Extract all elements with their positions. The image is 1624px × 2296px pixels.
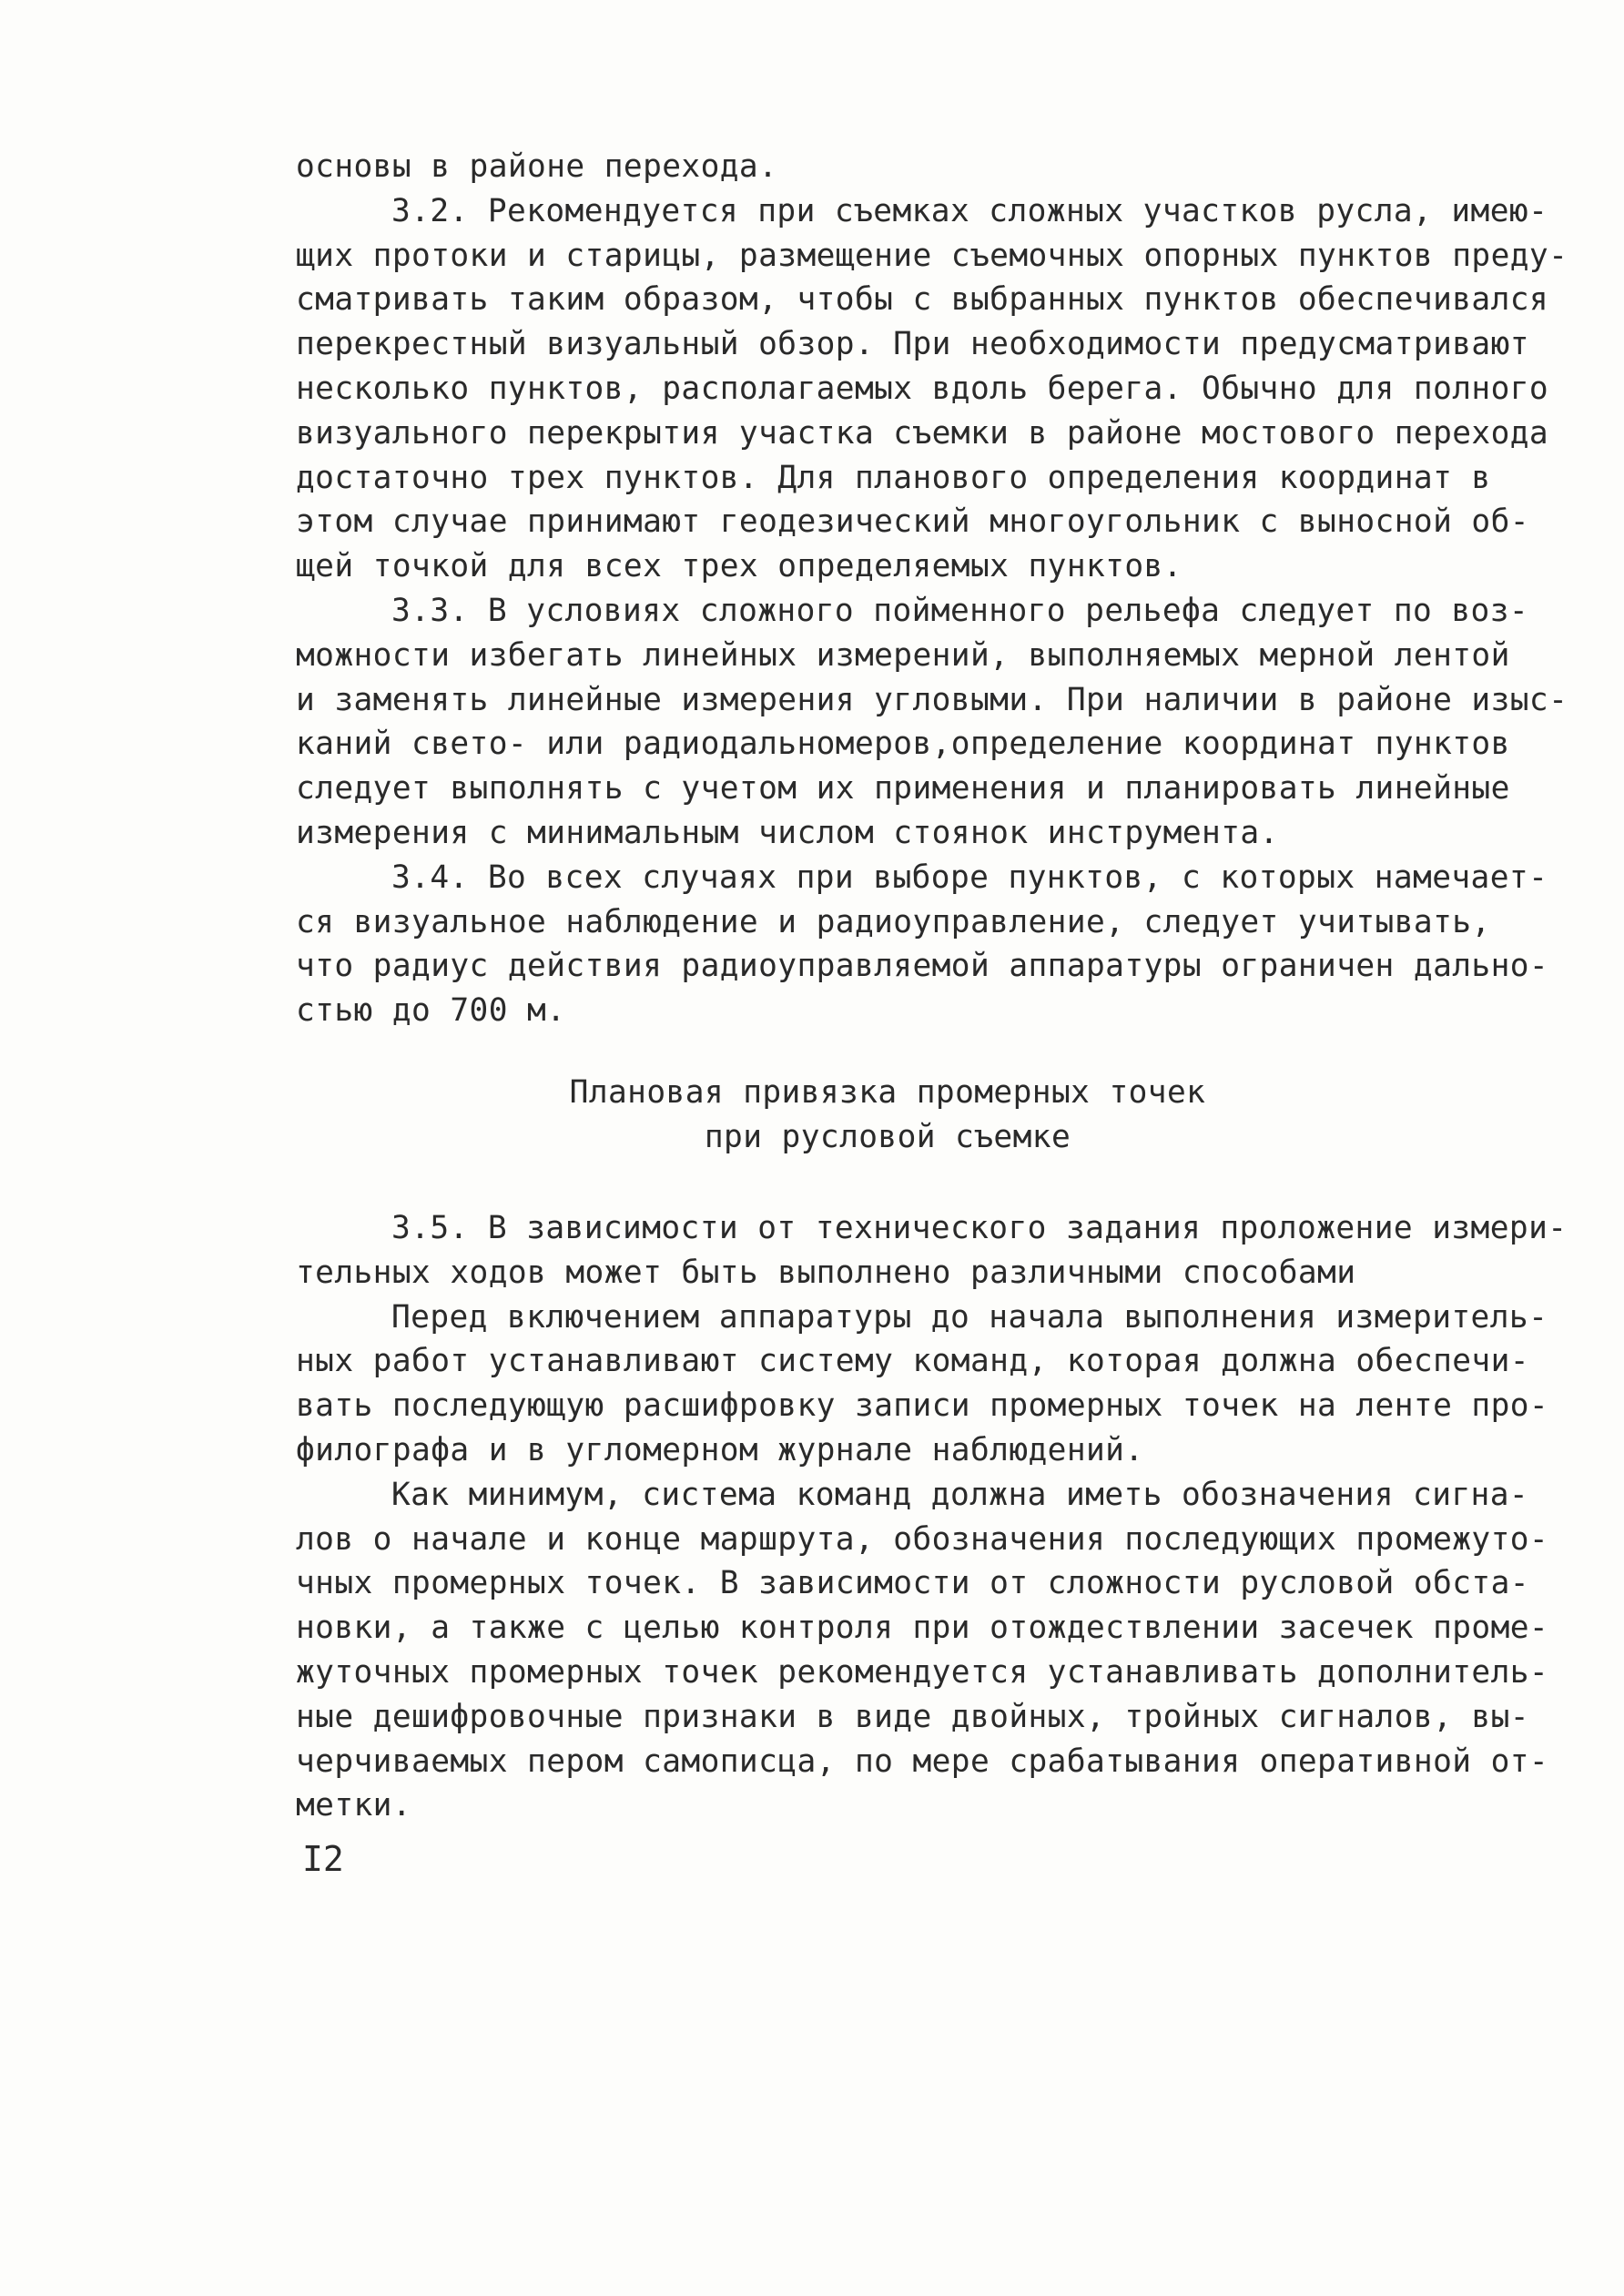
paragraph-3-2-start: 3.2. Рекомендуется при съемках сложных участков русла, имею-	[391, 192, 1548, 229]
text-line: несколько пунктов, располагаемых вдоль берега. Обычно для полного	[296, 370, 1549, 407]
text-line: ся визуальное наблюдение и радиоуправление, следует учитывать,	[296, 903, 1491, 940]
text-line: сматривать таким образом, чтобы с выбранных пунктов обеспечивался	[296, 281, 1549, 319]
paragraph-start: Как минимум, система команд должна иметь обозначения сигна-	[391, 1476, 1529, 1513]
text-line: что радиус действия радиоуправляемой аппаратуры ограничен дально-	[296, 948, 1549, 985]
paragraph-3-3-start: 3.3. В условиях сложного пойменного рельефа следует по воз-	[391, 592, 1529, 629]
text-line: лов о началe и конце маршрута, обозначения последующих промежуто-	[296, 1520, 1549, 1558]
text-line: основы в районе перехода.	[296, 148, 778, 185]
paragraph-3-4-start: 3.4. Во всех случаях при выборе пунктов, с которых намечает-	[391, 858, 1548, 896]
body-section-1	[296, 145, 1568, 1033]
page-number: I2	[302, 1839, 344, 1879]
text-line: стью до 700 м.	[296, 992, 566, 1030]
text-line: перекрестный визуальный обзор. При необходимости предусматривают	[296, 326, 1529, 363]
text-line: тельных ходов может быть выполнено различными способами	[296, 1254, 1356, 1291]
text-line: щей точкой для всех трех определяемых пунктов.	[296, 548, 1182, 585]
text-line: щих протоки и старицы, размещение съемочных опорных пунктов преду-	[296, 237, 1568, 274]
section-heading	[296, 1071, 1479, 1160]
text-line: визуального перекрытия участка съемки в районе мостового перехода	[296, 414, 1549, 452]
text-line: вать последующую расшифровку записи промерных точек на ленте про-	[296, 1387, 1549, 1425]
text-line: ные дешифровочные признаки в виде двойных, тройных сигналов, вы-	[296, 1698, 1529, 1735]
text-line: ных работ устанавливают систему команд, которая должна обеспечи-	[296, 1343, 1529, 1380]
section-heading-line-1: Плановая привязка промерных точек	[569, 1074, 1206, 1111]
text-line: достаточно трех пунктов. Для планового определения координат в	[296, 459, 1491, 496]
text-line: жуточных промерных точек рекомендуется устанавливать дополнитель-	[296, 1653, 1549, 1691]
section-heading-line-2: при русловой съемке	[704, 1118, 1071, 1155]
text-line: измерения с минимальным числом стоянок инструмента.	[296, 814, 1279, 851]
text-line: метки.	[296, 1787, 412, 1824]
text-line: этом случае принимают геодезический многоугольник с выносной об-	[296, 503, 1529, 541]
text-line: черчиваемых пером самописца, по мере срабатывания оперативной от-	[296, 1742, 1549, 1780]
text-line: каний свето- или радиодальномеров,определение координат пунктов	[296, 726, 1510, 763]
paragraph-3-5-start: 3.5. В зависимости от технического задания проложение измери-	[391, 1210, 1568, 1246]
paragraph-start: Перед включением аппаратуры до начала выполнения измеритель-	[391, 1298, 1548, 1336]
text-line: чных промерных точек. В зависимости от сложности русловой обста-	[296, 1565, 1529, 1602]
text-line: филографа и в угломерном журнале наблюдений.	[296, 1431, 1144, 1468]
text-line: и заменять линейные измерения угловыми. При наличии в районе изыс-	[296, 681, 1568, 718]
text-line: новки, а также с целью контроля при отождествлении засечек проме-	[296, 1610, 1549, 1647]
text-line: можности избегать линейных измерений, выполняемых мерной лентой	[296, 636, 1510, 674]
text-line: следует выполнять с учетом их применения и планировать линейные	[296, 770, 1510, 808]
body-section-2	[296, 1206, 1568, 1828]
